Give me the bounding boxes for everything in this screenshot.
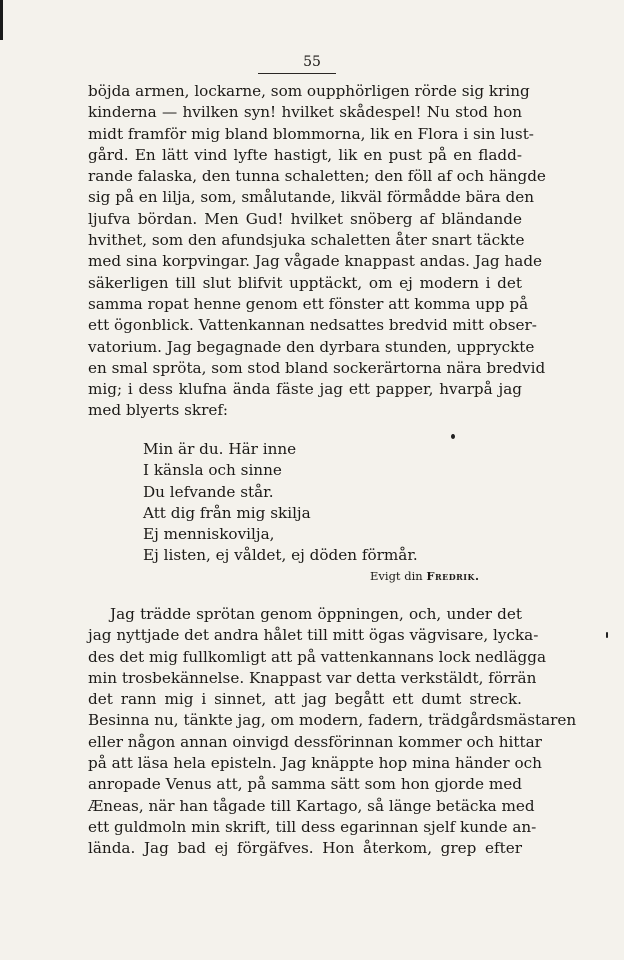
text-line: ett guldmoln min skrift, till dess egarinnan sjelf kunde an- bbox=[88, 817, 537, 836]
text-line: Æneas, när han tågade till Kartago, så länge betäcka med bbox=[88, 796, 535, 815]
text-line: ljufva bördan. Men Gud! hvilket snöberg af bländande bbox=[88, 209, 522, 228]
text-line: Jag trädde sprötan genom öppningen, och, under det bbox=[110, 605, 522, 623]
text-line: rande falaska, den tunna schaletten; den föll af och hängde bbox=[88, 167, 546, 186]
poem-line: Ej menniskovilja, bbox=[143, 525, 275, 544]
text-line: jag nyttjade det andra hålet till mitt ögas vägvisare, lycka- bbox=[88, 626, 539, 645]
signature-prefix: Evigt din bbox=[370, 569, 423, 583]
text-line: kinderna — hvilken syn! hvilket skådespel! Nu stod hon bbox=[88, 103, 522, 122]
text-line: Besinna nu, tänkte jag, om modern, fadern, trädgårdsmästaren bbox=[88, 711, 577, 730]
text-line: ett ögonblick. Vattenkannan nedsattes bredvid mitt obser- bbox=[88, 316, 537, 335]
poem-line: Ej listen, ej våldet, ej döden förmår. bbox=[143, 546, 418, 565]
poem-line: Du lefvande står. bbox=[143, 482, 274, 501]
text-line: des det mig fullkomligt att på vattenkannans lock nedlägga bbox=[88, 647, 547, 666]
text-line: säkerligen till slut blifvit upptäckt, om ej modern i det bbox=[88, 273, 522, 292]
text-line: en smal spröta, som stod bland sockerärtorna nära bredvid bbox=[88, 358, 546, 377]
text-line: mig; i dess klufna ända fäste jag ett papper, hvarpå jag bbox=[88, 380, 522, 399]
poem-line: Att dig från mig skilja bbox=[143, 503, 311, 522]
text-line: eller någon annan oinvigd dessförinnan kommer och hittar bbox=[88, 732, 542, 751]
text-line: gård. En lätt vind lyfte hastigt, lik en pust på en fladd- bbox=[88, 145, 522, 164]
text-line: vatorium. Jag begagnade den dyrbara stunden, uppryckte bbox=[88, 337, 535, 356]
ink-speck bbox=[451, 434, 455, 439]
text-line: det rann mig i sinnet, att jag begått ett dumt streck. bbox=[88, 690, 522, 709]
text-line: lända. Jag bad ej förgäfves. Hon återkom, grep efter bbox=[88, 839, 522, 858]
text-line: anropade Venus att, på samma sätt som hon gjorde med bbox=[88, 775, 522, 794]
ink-speck bbox=[606, 632, 608, 638]
signature-name: Fredrik. bbox=[426, 569, 480, 583]
scan-edge-mark bbox=[0, 0, 3, 40]
text-line: på att läsa hela episteln. Jag knäppte hop mina händer och bbox=[88, 754, 542, 773]
text-line: med sina korpvingar. Jag vågade knappast andas. Jag hade bbox=[88, 252, 543, 271]
text-line: med blyerts skref: bbox=[88, 401, 229, 420]
poem-signature bbox=[370, 569, 480, 583]
text-line: min trosbekännelse. Knappast var detta verkstäldt, förrän bbox=[88, 668, 537, 687]
text-line: hvithet, som den afundsjuka schaletten åter snart täckte bbox=[88, 231, 525, 250]
header-rule bbox=[258, 73, 336, 74]
page-number: 55 bbox=[303, 54, 321, 70]
text-line: sig på en lilja, som, smålutande, likväl förmådde bära den bbox=[88, 188, 534, 207]
text-line: böjda armen, lockarne, som oupphörligen rörde sig kring bbox=[88, 82, 530, 100]
paragraph-1 bbox=[88, 81, 546, 422]
text-line: midt framför mig bland blommorna, lik en Flora i sin lust- bbox=[88, 124, 534, 143]
poem-line: I känsla och sinne bbox=[143, 461, 282, 480]
paragraph-2 bbox=[88, 604, 577, 860]
poem-line: Min är du. Här inne bbox=[143, 440, 297, 458]
text-line: samma ropat henne genom ett fönster att komma upp på bbox=[88, 294, 529, 313]
poem bbox=[143, 439, 418, 567]
